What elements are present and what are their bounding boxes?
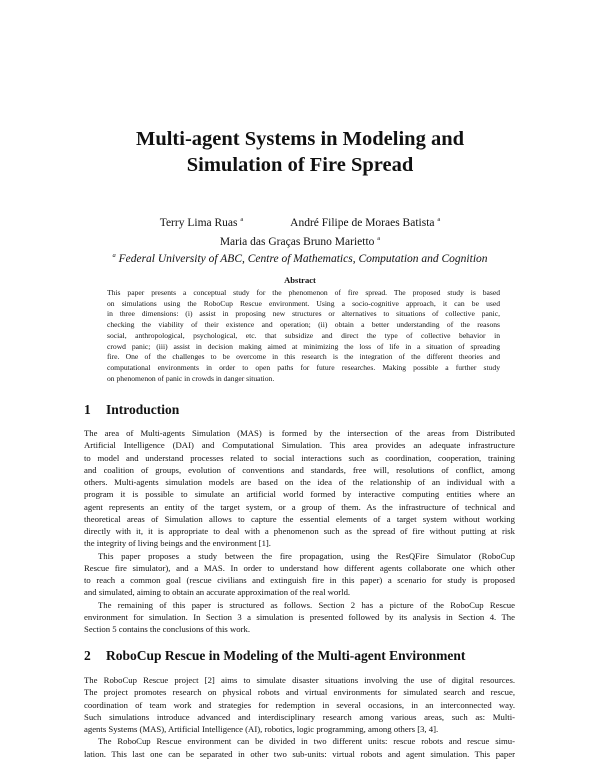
- affiliation: $^a$ Federal University of ABC, Centre of Mathematics, Computation and Cognition: [112, 252, 488, 265]
- body-line: Artificial Intelligence (DAI) and Computational Simulation. This area provides an adequate infrastructure: [84, 440, 515, 451]
- abstract-line: on phenomenon of panic in crowds in danger situation.: [107, 373, 275, 383]
- body-line: This paper proposes a study between the fire propagation, using the ResQFire Simulator (RoboCup: [98, 550, 515, 561]
- body-line: lation. This last one can be separated in other two sub-units: virtual robots and agent simulation. This paper: [84, 748, 515, 759]
- body-line: theoretical areas of Simulation allows to capture the essential elements of a target system without working: [84, 513, 515, 524]
- body-line: agent represents an entity of the target system, or a group of them. As the infrastructure of technical and: [84, 501, 515, 512]
- paper-title: [60, 126, 540, 178]
- body-line: The area of Multi-agents Simulation (MAS) is formed by the intersection of the areas from Distributed: [84, 428, 515, 438]
- body-line: others. Multi-agents simulation models are based on the idea of the relationship of an individual with a: [84, 477, 515, 487]
- section-1-body: [84, 427, 515, 635]
- title-line-1: Multi-agent Systems in Modeling and: [135, 128, 465, 150]
- abstract-line: computational environments in order to open paths for future researches. Making possible a further study: [107, 362, 500, 372]
- body-line: The remaining of this paper is structured as follows. Section 2 has a picture of the RoboCup Rescue: [98, 599, 515, 610]
- abstract-line: fire. One of the challenges to be overcome in this research is the integration of the different theories and: [107, 352, 500, 362]
- author: Terry Lima Ruas $^a$: [159, 216, 244, 229]
- section-2-body: [84, 674, 515, 760]
- abstract-line: crowd panic; (iii) assist in decision making aimed at minimizing the loss of life in a situation of spreading: [107, 341, 500, 351]
- body-line: The project promotes research on physical robots and virtual environments for simulated search and rescue,: [84, 687, 515, 698]
- body-line: Such simulations introduce advanced and interdisciplinary research among various areas, such as: Multi-: [84, 711, 515, 722]
- body-line: to model and understand processes related to social interactions such as coordination, cooperation, training: [84, 452, 515, 463]
- abstract-line: This paper presents a conceptual study for the phenomenon of fire spread. The proposed study is based: [107, 288, 500, 297]
- body-line: environment for simulation. In Section 3 a simulation is presented followed by its analysis in Section 4. The: [84, 611, 515, 622]
- section-2-heading: 2 RoboCup Rescue in Modeling of the Multi-agent Environment: [84, 648, 466, 663]
- abstract-line: social, anthropological, psychological, etc. that subsidize and direct the type of collective behavior in: [107, 330, 500, 340]
- body-line: Section 5 contains the conclusions of this work.: [84, 624, 251, 634]
- author-list: [60, 212, 540, 250]
- abstract-title: Abstract: [284, 275, 316, 285]
- author: André Filipe de Moraes Batista $^a$: [290, 216, 441, 229]
- body-line: program it is possible to simulate an artificial world formed by interactive computing entities where an: [84, 489, 515, 500]
- body-line: agents Systems (MAS), Artificial Intelligence (AI), robotics, logic programming, among others [3, 4].: [84, 724, 439, 734]
- author: Maria das Graças Bruno Marietto $^a$: [219, 235, 381, 248]
- abstract-line: in three dimensions: (i) assist in proposing new structures or alternatives to situations of collective panic,: [107, 309, 500, 319]
- abstract-line: on simulations using the RoboCup Rescue environment. Using a socio-cognitive approach, it can be used: [107, 298, 500, 308]
- body-line: the integrity of living beings and the environment [1].: [84, 538, 271, 549]
- body-line: coordination of team work and strategies for redemption in several occasions, in an interconnected way.: [84, 699, 515, 710]
- title-line-2: Simulation of Fire Spread: [186, 154, 414, 176]
- abstract-line: checking the viability of their existence and operation; (ii) obtain a better understanding of the reasons: [107, 320, 500, 330]
- body-line: and simulated, aiming to obtain an accurate approximation of the real world.: [84, 587, 351, 598]
- abstract-body: [107, 288, 500, 384]
- body-line: to reach a common goal (rescue civilians and extinguish fire in this paper) a scenario for study is proposed: [84, 575, 515, 585]
- body-line: Rescue fire simulator), and a MAS. In order to understand how different agents collaborate one which other: [84, 562, 515, 573]
- body-line: and coalition of groups, evolution of conventions and standards, free will, resolutions of conflict, among: [84, 464, 515, 475]
- body-line: directly with it, it is appropriate to deal with a phenomenon such as the spread of fire without putting at risk: [84, 526, 515, 536]
- body-line: The RoboCup Rescue project [2] aims to simulate disaster situations involving the use of digital resources.: [84, 675, 515, 685]
- body-line: The RoboCup Rescue environment can be divided in two different units: rescue robots and rescue simu-: [98, 736, 515, 747]
- section-1-heading: 1 Introduction: [84, 402, 180, 417]
